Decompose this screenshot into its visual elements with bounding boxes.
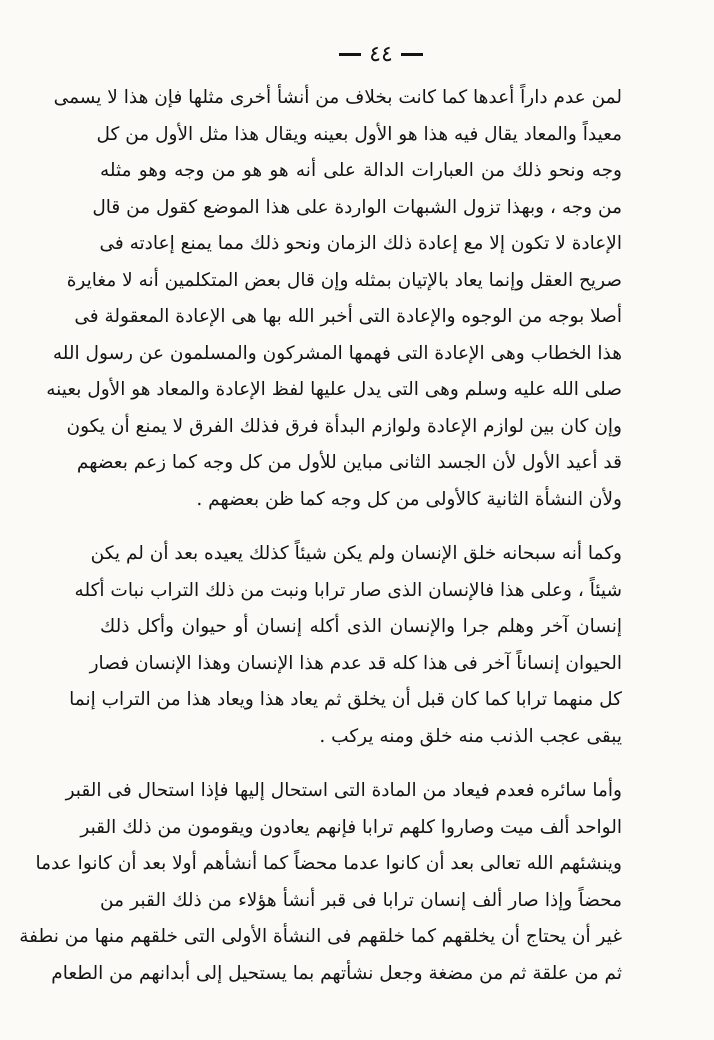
text-line: معيداً والمعاد يقال فيه هذا هو الأول بعينه ويقال هذا مثل الأول من كل xyxy=(96,123,622,145)
page-header xyxy=(140,34,622,74)
text-line: إنسان آخر وهلم جرا والإنسان الذى أكله إنسان أو حيوان وأكل ذلك xyxy=(100,616,622,637)
text-line: غير أن يحتاج أن يخلقهم كما خلقهم فى النشأة الأولى التى خلقهم منها من نطفة xyxy=(19,926,622,947)
text-line: وأما سائره فعدم فيعاد من المادة التى استحال إليها فإذا استحال فى القبر xyxy=(65,780,622,801)
text-line: وإن كان بين لوازم الإعادة ولوازم البدأة فرق فذلك الفرق لا يمنع أن يكون xyxy=(66,415,622,437)
paragraph-3 xyxy=(19,773,622,992)
text-line: قد أعيد الأول لأن الجسد الثانى مباين للأول من كل وجه كما زعم بعضهم xyxy=(76,452,622,473)
paragraph-1 xyxy=(46,80,622,518)
text-line: ثم من علقة ثم من مضغة وجعل نشأتهم بما يستحيل إلى أبدانهم من الطعام xyxy=(51,962,622,984)
text-line: صريح العقل وإنما يعاد بالإتيان بمثله وإن قال بعض المتكلمين أنه لا مغايرة xyxy=(66,269,622,291)
text-line: شيئاً ، وعلى هذا فالإنسان الذى صار ترابا ونبت من ذلك التراب نبات أكله xyxy=(74,579,622,601)
text-line: كل منهما ترابا كما كان قبل أن يخلق ثم يعاد هذا ويعاد هذا من التراب إنما xyxy=(69,689,622,710)
text-line: من وجه ، وبهذا تزول الشبهات الواردة على هذا الموضع كقول من قال xyxy=(92,196,622,218)
text-line: الإعادة لا تكون إلا مع إعادة ذلك الزمان ونحو ذلك مما يمنع إعادته فى xyxy=(99,233,622,254)
text-line: وجه ونحو ذلك من العبارات الدالة على أنه هو هو من وجه وهو مثله xyxy=(100,160,622,181)
header-dash-left xyxy=(401,53,423,56)
paragraph-2 xyxy=(69,536,622,755)
text-line: يبقى عجب الذنب منه خلق ومنه يركب . xyxy=(319,725,622,747)
text-line: لمن عدم داراً أعدها كما كانت بخلاف من أنشأ أخرى مثلها فإن هذا لا يسمى xyxy=(53,87,622,108)
text-line: وكما أنه سبحانه خلق الإنسان ولم يكن شيئاً كذلك يعيده بعد أن لم يكن xyxy=(90,543,622,564)
text-line: الحيوان إنساناً آخر فى هذا كله قد عدم هذا الإنسان وهذا الإنسان فصار xyxy=(89,652,622,674)
text-line: وينشئهم الله تعالى بعد أن كانوا عدما محضاً كما أنشأهم أولا بعد أن كانوا عدما xyxy=(35,853,622,874)
page-number: ٤٤ xyxy=(369,41,393,67)
text-line: محضاً وإذا صار ألف إنسان ترابا فى قبر أنشأ هؤلاء من ذلك القبر من xyxy=(100,889,622,911)
text-line: ولأن النشأة الثانية كالأولى من كل وجه كما ظن بعضهم . xyxy=(196,488,622,510)
text-line: أصلا بوجه من الوجوه والإعادة التى أخبر الله بها هى الإعادة المعقولة فى xyxy=(74,306,622,327)
page-body xyxy=(19,80,622,992)
text-line: صلى الله عليه وسلم وهى التى يدل عليها لفظ الإعادة والمعاد هو الأول بعينه xyxy=(46,379,622,400)
text-line: الواحد ألف ميت وصاروا كلهم ترابا فإنهم يعادون ويقومون من ذلك القبر xyxy=(80,816,622,838)
header-dash-right xyxy=(339,53,361,56)
text-line: هذا الخطاب وهى الإعادة التى فهمها المشركون والمسلمون عن رسول الله xyxy=(52,342,622,364)
